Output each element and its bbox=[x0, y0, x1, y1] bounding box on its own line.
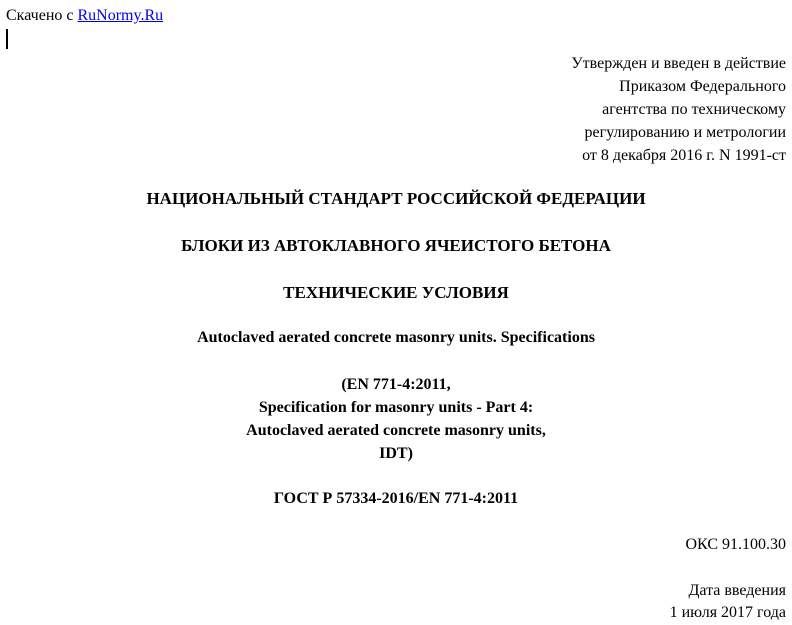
document-title: БЛОКИ ИЗ АВТОКЛАВНОГО ЯЧЕИСТОГО БЕТОНА bbox=[181, 236, 611, 255]
introduction-date: 1 июля 2017 года bbox=[669, 604, 786, 621]
approval-block bbox=[571, 52, 786, 167]
standard-type-heading: НАЦИОНАЛЬНЫЙ СТАНДАРТ РОССИЙСКОЙ ФЕДЕРАЦИИ bbox=[146, 189, 646, 208]
approval-line: Утвержден и введен в действие bbox=[571, 55, 786, 72]
reference-block bbox=[0, 373, 792, 465]
gost-designation: ГОСТ Р 57334-2016/EN 771-4:2011 bbox=[273, 490, 519, 507]
introduction-date-block bbox=[670, 580, 786, 624]
runormy-link[interactable]: RuNormy.Ru bbox=[77, 7, 164, 24]
approval-line: от 8 декабря 2016 г. N 1991-ст bbox=[582, 147, 786, 164]
document-subtitle: ТЕХНИЧЕСКИЕ УСЛОВИЯ bbox=[283, 283, 509, 302]
english-title: Autoclaved aerated concrete masonry units. Specifications bbox=[197, 329, 595, 346]
text-cursor bbox=[6, 29, 8, 49]
approval-line: регулированию и метрологии bbox=[584, 124, 786, 141]
reference-line: (EN 771-4:2011, bbox=[341, 376, 451, 393]
reference-line: IDT) bbox=[379, 445, 413, 462]
source-prefix: Скачено с bbox=[6, 7, 78, 24]
reference-line: Specification for masonry units - Part 4: bbox=[258, 399, 534, 416]
oks-code: ОКС 91.100.30 bbox=[685, 536, 786, 553]
source-line bbox=[6, 6, 163, 26]
introduction-label: Дата введения bbox=[688, 582, 786, 599]
approval-line: агентства по техническому bbox=[602, 101, 786, 118]
reference-line: Autoclaved aerated concrete masonry units, bbox=[246, 422, 546, 439]
approval-line: Приказом Федерального bbox=[619, 78, 786, 95]
